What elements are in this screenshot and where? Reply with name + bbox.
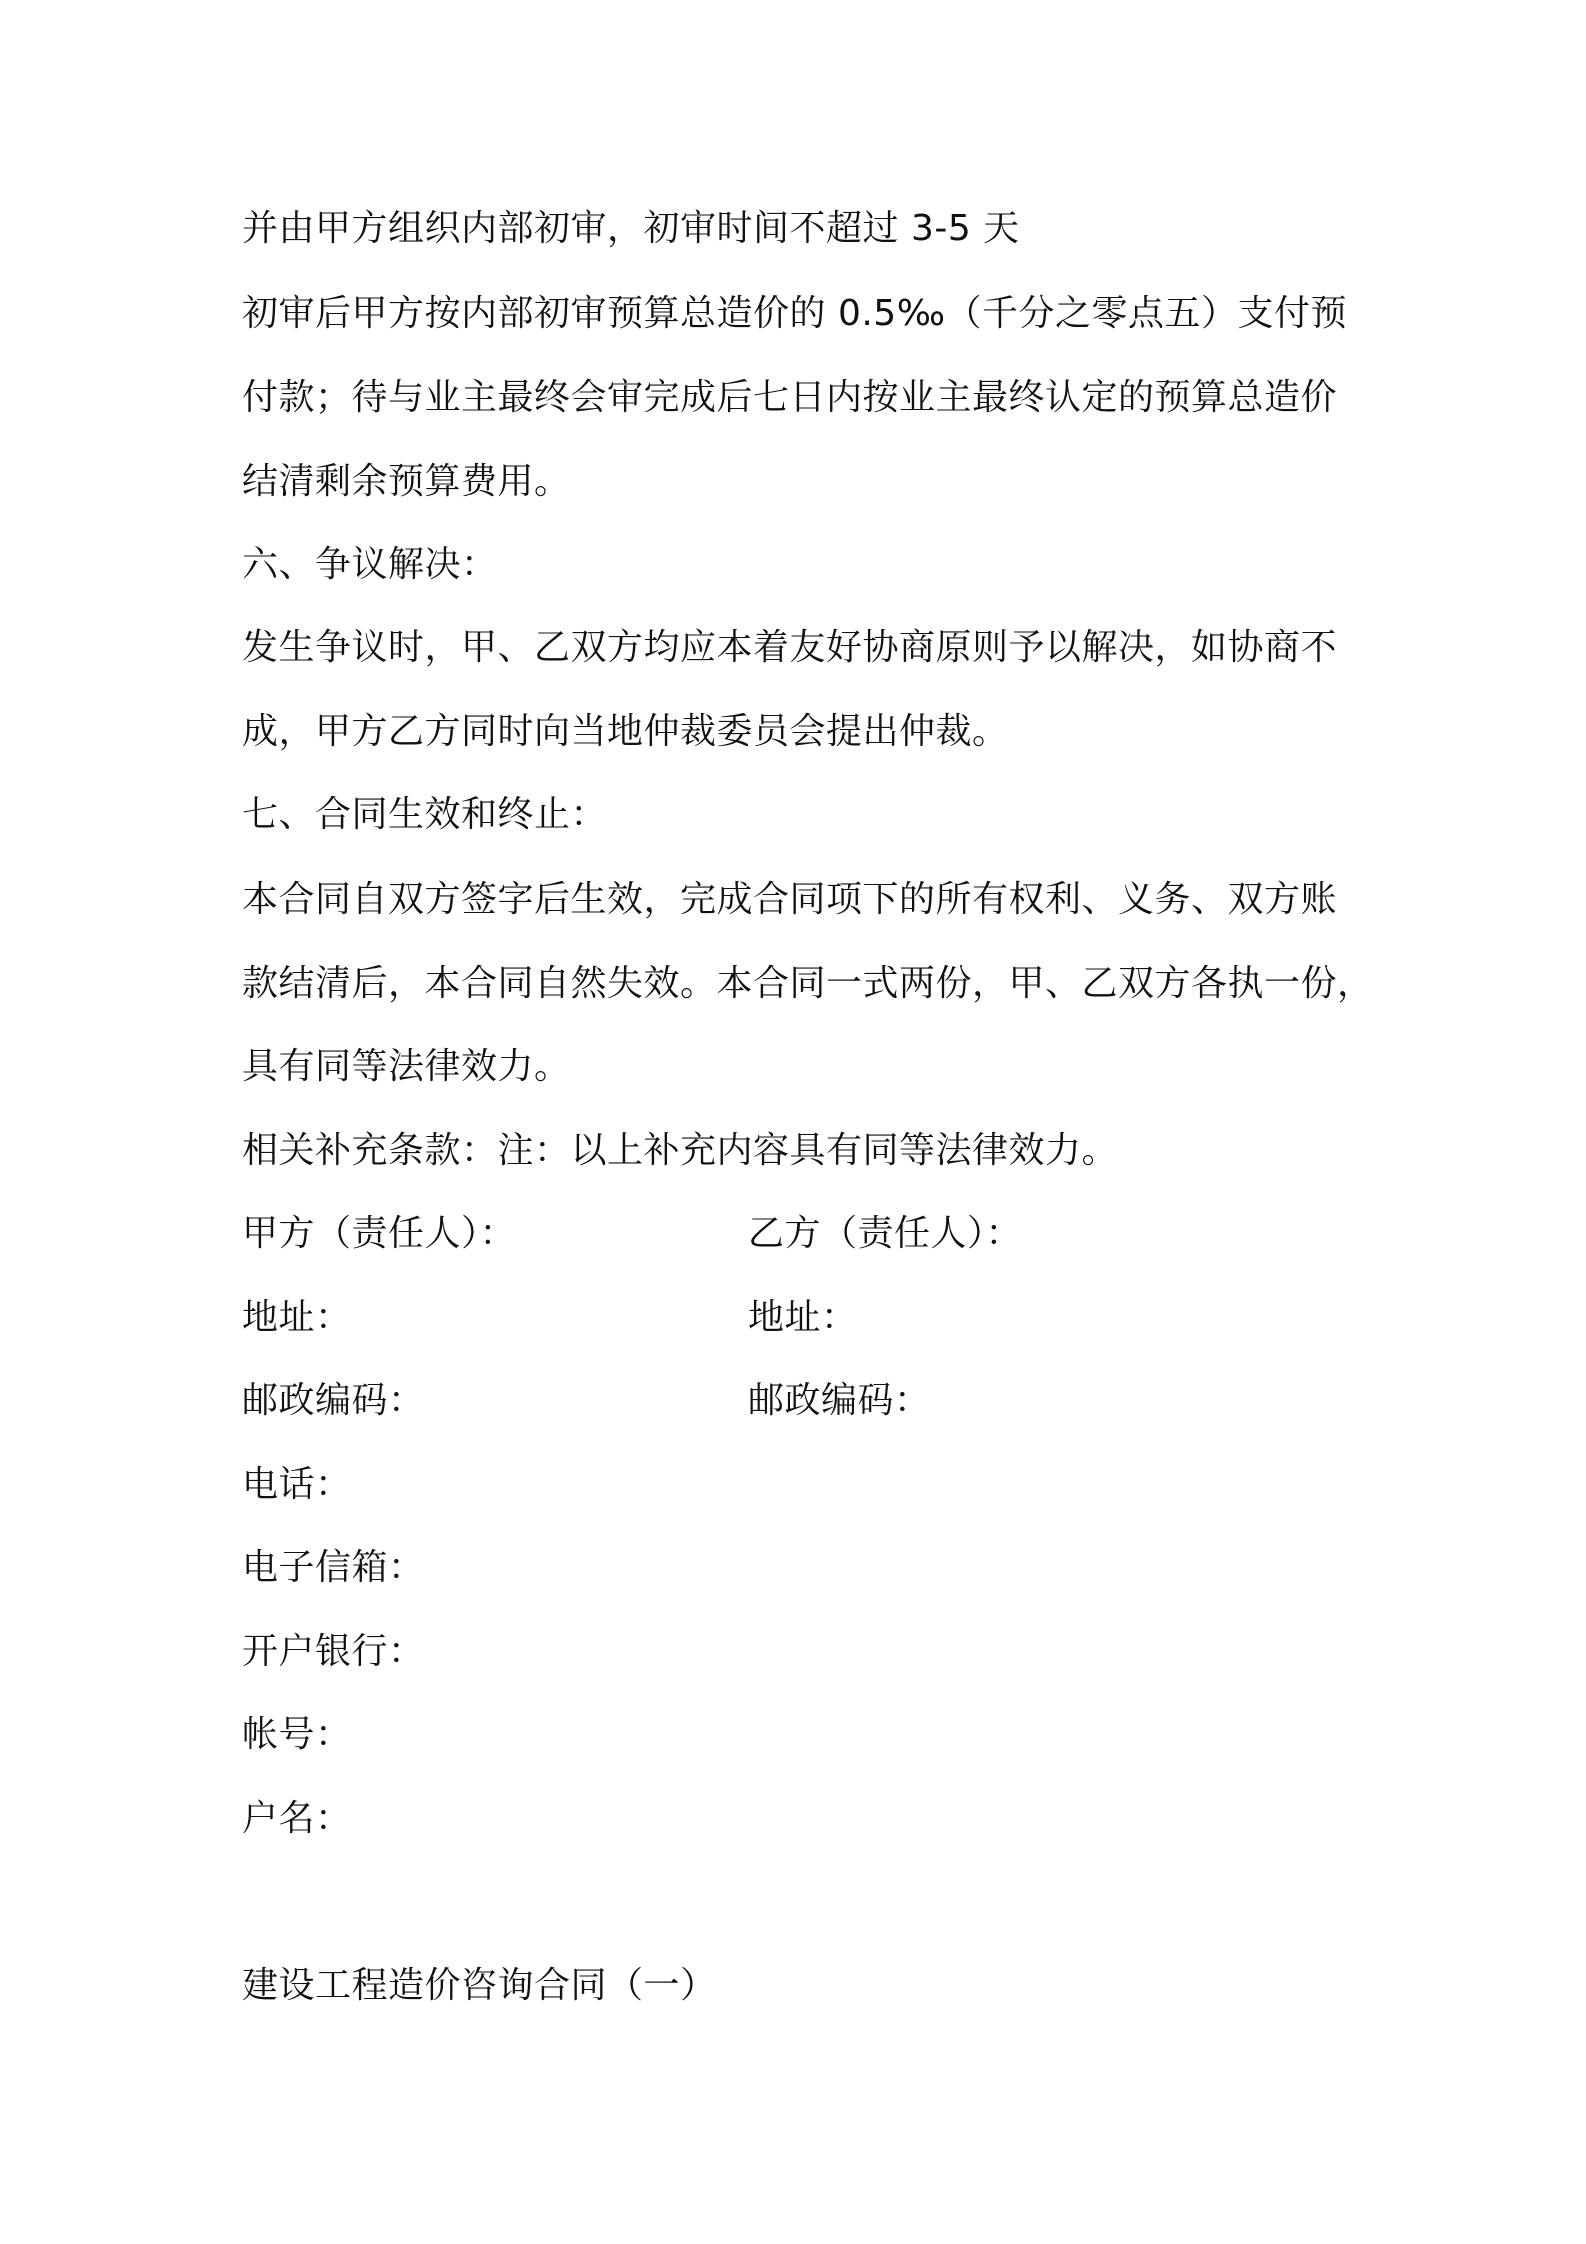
paragraph-line: 初审后甲方按内部初审预算总造价的 0.5‰（千分之零点五）支付预: [242, 293, 1348, 334]
paragraph-line: 结清剩余预算费用。: [242, 461, 571, 502]
party-a-phone-label: 电话：: [242, 1464, 352, 1505]
paragraph-line: 成，甲方乙方同时向当地仲裁委员会提出仲裁。: [242, 711, 1009, 752]
party-a-responsible-label: 甲方（责任人）：: [242, 1213, 517, 1254]
party-a-address-label: 地址：: [242, 1297, 352, 1338]
party-b-responsible-label: 乙方（责任人）：: [748, 1213, 1023, 1254]
paragraph-line: 发生争议时，甲、乙双方均应本着友好协商原则予以解决，如协商不: [242, 627, 1338, 668]
next-contract-title: 建设工程造价咨询合同（一）: [242, 1965, 717, 2006]
paragraph-line: 付款；待与业主最终会审完成后七日内按业主最终认定的预算总造价: [242, 377, 1338, 418]
paragraph-line: 具有同等法律效力。: [242, 1046, 571, 1087]
party-b-address-label: 地址：: [748, 1297, 858, 1338]
paragraph-line: 并由甲方组织内部初审，初审时间不超过 3-5 天: [242, 208, 1020, 249]
party-a-postcode-label: 邮政编码：: [242, 1380, 425, 1421]
party-a-account-name-label: 户名：: [242, 1798, 352, 1839]
paragraph-line: 本合同自双方签字后生效，完成合同项下的所有权利、义务、双方账: [242, 879, 1338, 920]
paragraph-line: 款结清后，本合同自然失效。本合同一式两份，甲、乙双方各执一份，: [242, 963, 1374, 1004]
supplementary-clause: 相关补充条款：注：以上补充内容具有同等法律效力。: [242, 1130, 1119, 1171]
section-heading-dispute: 六、争议解决：: [242, 544, 498, 585]
section-heading-effect: 七、合同生效和终止：: [242, 794, 608, 835]
party-a-email-label: 电子信箱：: [242, 1547, 425, 1588]
party-a-account-label: 帐号：: [242, 1714, 352, 1755]
party-a-bank-label: 开户银行：: [242, 1631, 425, 1672]
party-b-postcode-label: 邮政编码：: [748, 1380, 931, 1421]
